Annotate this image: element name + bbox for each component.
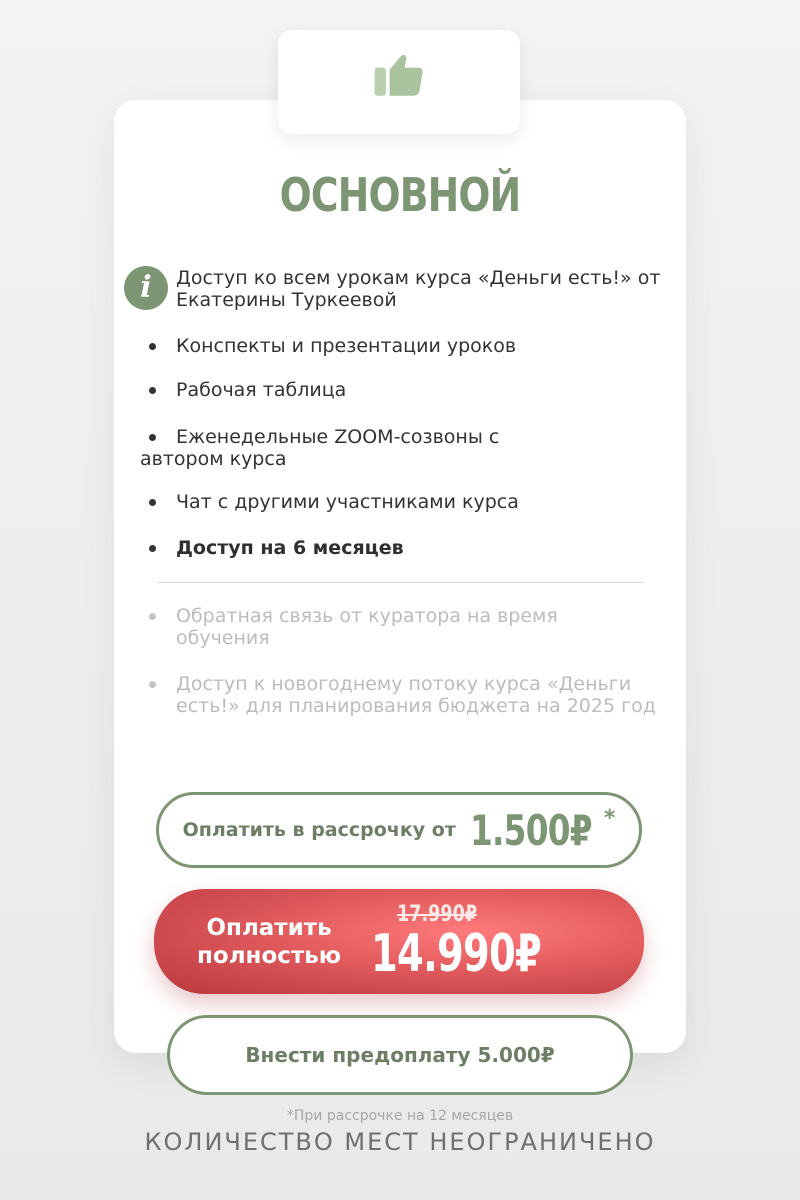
pay-full-label-line1: Оплатить bbox=[206, 914, 332, 941]
plan-icon-tab bbox=[278, 30, 520, 134]
feature-table: Рабочая таблица bbox=[176, 379, 347, 401]
prepay-label: Внести предоплату 5.000₽ bbox=[245, 1043, 555, 1067]
pay-full-label-line2: полностью bbox=[197, 942, 342, 969]
bullet bbox=[149, 613, 156, 620]
feature-new-year-excluded: Доступ к новогоднему потоку курса «Деньги есть!» для планирования бюджета на 2025 год bbox=[176, 673, 656, 717]
divider bbox=[158, 582, 644, 583]
bullet bbox=[149, 499, 156, 506]
installment-footnote: *При рассрочке на 12 месяцев bbox=[286, 1108, 514, 1124]
feature-chat: Чат с другими участниками курса bbox=[176, 491, 519, 513]
seats-notice: КОЛИЧЕСТВО МЕСТ НЕОГРАНИЧЕНО bbox=[144, 1128, 656, 1156]
installment-label: Оплатить в рассрочку от bbox=[182, 819, 456, 841]
installment-amount: 1.500₽ bbox=[469, 805, 592, 855]
pay-full-label bbox=[197, 914, 341, 970]
feature-zoom: Еженедельные ZOOM-созвоны с автором курса bbox=[140, 426, 500, 470]
current-price: 14.990₽ bbox=[371, 924, 542, 984]
bullet bbox=[149, 387, 156, 394]
pay-full-button[interactable] bbox=[154, 889, 644, 994]
old-price: 17.990₽ bbox=[397, 902, 478, 927]
plan-title: ОСНОВНОЙ bbox=[279, 168, 521, 222]
feature-feedback-excluded: Обратная связь от куратора на время обучения bbox=[176, 605, 558, 649]
pay-installment-button[interactable] bbox=[156, 792, 642, 868]
feature-notes: Конспекты и презентации уроков bbox=[176, 335, 517, 357]
bullet bbox=[149, 545, 156, 552]
installment-asterisk: * bbox=[603, 805, 616, 831]
prepay-button[interactable] bbox=[167, 1015, 633, 1095]
feature-access: Доступ ко всем урокам курса «Деньги есть!» от Екатерины Туркеевой bbox=[176, 267, 661, 311]
bullet bbox=[149, 343, 156, 350]
pay-full-prices bbox=[371, 902, 601, 984]
feature-duration: Доступ на 6 месяцев bbox=[176, 537, 404, 559]
info-icon: i bbox=[124, 266, 168, 310]
thumbs-up-icon bbox=[369, 47, 429, 107]
bullet bbox=[149, 681, 156, 688]
